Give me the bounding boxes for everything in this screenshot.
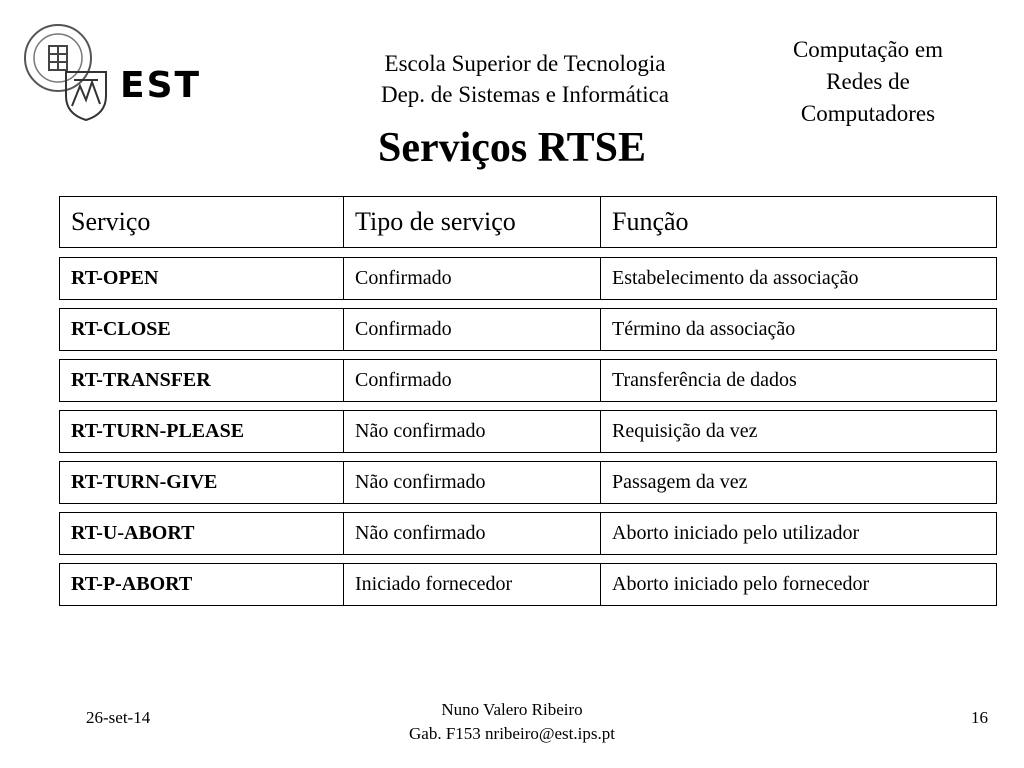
page-number: 16 [971,708,988,727]
type-cell: Iniciado fornecedor [344,564,601,605]
function-cell: Requisição da vez [612,420,758,442]
shield-emblem-icon [58,66,114,122]
footer-date: 26-set-14 [86,708,151,727]
course-line: Redes de [826,69,910,94]
table-row [59,563,997,606]
service-cell: RT-CLOSE [60,309,344,350]
service-cell: RT-TRANSFER [60,360,344,401]
type-cell: Não confirmado [344,513,601,554]
author-contact: Gab. F153 nribeiro@est.ips.pt [409,724,615,743]
function-cell: Estabelecimento da associação [612,267,859,289]
function-cell: Término da associação [612,318,796,340]
type-cell: Não confirmado [344,411,601,452]
department-line: Dep. de Sistemas e Informática [380,82,670,107]
table-header [59,196,997,248]
course-line: Computadores [800,101,936,126]
column-header-funcao: Função [612,207,689,236]
type-cell: Não confirmado [344,462,601,503]
school-name [330,48,720,110]
service-cell: RT-TURN-PLEASE [60,411,344,452]
table-row [59,410,997,453]
service-cell: RT-OPEN [60,258,344,299]
function-cell: Passagem da vez [612,471,748,493]
logo-text: EST [120,65,202,106]
function-cell: Aborto iniciado pelo utilizador [612,522,860,544]
function-cell: Aborto iniciado pelo fornecedor [612,573,870,595]
est-logo [22,22,212,118]
slide-title: Serviços RTSE [377,125,647,171]
table-row [59,308,997,351]
function-cell: Transferência de dados [612,369,797,391]
author-name: Nuno Valero Ribeiro [441,700,583,719]
service-cell: RT-P-ABORT [60,564,344,605]
service-cell: RT-U-ABORT [60,513,344,554]
course-line: Computação em [792,37,944,62]
table-row [59,512,997,555]
column-header-servico: Serviço [60,197,344,247]
type-cell: Confirmado [344,360,601,401]
footer-author [312,698,712,746]
school-line: Escola Superior de Tecnologia [384,51,666,76]
table-row [59,257,997,300]
table-row [59,359,997,402]
type-cell: Confirmado [344,258,601,299]
service-cell: RT-TURN-GIVE [60,462,344,503]
type-cell: Confirmado [344,309,601,350]
table-row [59,461,997,504]
column-header-tipo: Tipo de serviço [344,197,601,247]
course-name [748,34,988,130]
